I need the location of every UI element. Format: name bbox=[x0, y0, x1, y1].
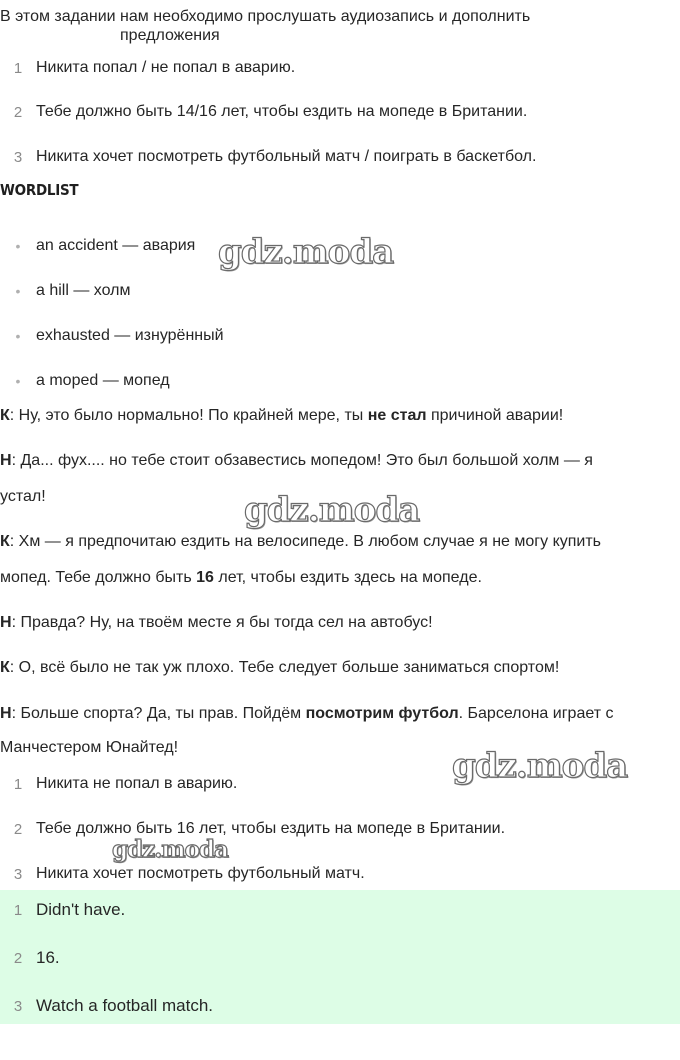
highlighted-answer: посмотрим футбол bbox=[305, 705, 459, 722]
wordlist-text: an accident — авария bbox=[36, 237, 196, 254]
answer-text: Didn't have. bbox=[36, 900, 126, 919]
watermark-logo: gdz.moda bbox=[112, 836, 228, 863]
completed-text: Никита не попал в аварию. bbox=[36, 775, 238, 792]
bullet-icon: • bbox=[15, 283, 21, 299]
question-item bbox=[0, 56, 295, 80]
dialogue-line: Н: Больше спорта? Да, ты прав. Пойдём посмотрим футбол. Барселона играет с bbox=[0, 705, 614, 722]
answer-item bbox=[0, 898, 125, 922]
completed-text: Тебе должно быть 16 лет, чтобы ездить на мопеде в Британии. bbox=[36, 820, 506, 837]
wordlist-text: exhausted — изнурённый bbox=[36, 327, 224, 344]
list-number: 2 bbox=[13, 949, 23, 967]
wordlist-item bbox=[0, 369, 170, 393]
list-number: 2 bbox=[13, 820, 23, 838]
speaker-label: Н bbox=[0, 452, 12, 469]
list-number: 3 bbox=[13, 865, 23, 883]
answer-item bbox=[0, 994, 213, 1018]
speaker-label: К bbox=[0, 407, 10, 424]
question-text: Никита хочет посмотреть футбольный матч / поиграть в баскетбол. bbox=[36, 148, 537, 165]
intro-text-clipped: предложения bbox=[120, 27, 220, 44]
list-number: 1 bbox=[13, 901, 23, 919]
completed-item bbox=[0, 817, 505, 841]
speaker-label: Н bbox=[0, 614, 12, 631]
highlighted-answer: не стал bbox=[367, 407, 427, 424]
wordlist-text: a hill — холм bbox=[36, 282, 131, 299]
list-number: 3 bbox=[13, 148, 23, 166]
speaker-label: К bbox=[0, 533, 10, 550]
bullet-icon: • bbox=[15, 373, 21, 389]
bullet-icon: • bbox=[15, 328, 21, 344]
dialogue-line: К: Хм — я предпочитаю ездить на велосипеде. В любом случае я не могу купить bbox=[0, 533, 602, 550]
list-number: 2 bbox=[13, 103, 23, 121]
question-text: Тебе должно быть 14/16 лет, чтобы ездить на мопеде в Британии. bbox=[36, 103, 528, 120]
completed-text: Никита хочет посмотреть футбольный матч. bbox=[36, 865, 365, 882]
answer-text: Watch a football match. bbox=[36, 996, 214, 1015]
completed-item bbox=[0, 772, 237, 796]
wordlist-item bbox=[0, 234, 195, 258]
speaker-label: К bbox=[0, 659, 10, 676]
completed-item bbox=[0, 862, 365, 886]
speaker-label: Н bbox=[0, 705, 12, 722]
watermark-logo: gdz.moda bbox=[452, 746, 628, 786]
wordlist-item bbox=[0, 279, 131, 303]
highlighted-answer: 16 bbox=[196, 569, 214, 586]
bullet-icon: • bbox=[15, 238, 21, 254]
question-text: Никита попал / не попал в аварию. bbox=[36, 59, 296, 76]
question-item bbox=[0, 100, 527, 124]
wordlist-text: a moped — мопед bbox=[36, 372, 170, 389]
dialogue-line: К: О, всё было не так уж плохо. Тебе следует больше заниматься спортом! bbox=[0, 659, 560, 676]
wordlist-item bbox=[0, 324, 224, 348]
watermark-logo: gdz.moda bbox=[218, 232, 394, 272]
answer-item bbox=[0, 946, 60, 970]
dialogue-line: К: Ну, это было нормально! По крайней мере, ты не стал причиной аварии! bbox=[0, 407, 564, 424]
list-number: 1 bbox=[13, 775, 23, 793]
question-item bbox=[0, 145, 536, 169]
answer-text: 16. bbox=[36, 948, 60, 967]
intro-text: В этом задании нам необходимо прослушать аудиозапись и дополнить bbox=[0, 8, 531, 25]
dialogue-line-continued: мопед. Тебе должно быть 16 лет, чтобы ездить здесь на мопеде. bbox=[0, 569, 482, 586]
watermark-logo: gdz.moda bbox=[244, 490, 420, 530]
dialogue-line-continued: Манчестером Юнайтед! bbox=[0, 739, 179, 756]
dialogue-line: Н: Правда? Ну, на твоём месте я бы тогда сел на автобус! bbox=[0, 614, 433, 631]
dialogue-line: Н: Да... фух.... но тебе стоит обзавестись мопедом! Это был большой холм — я bbox=[0, 452, 593, 469]
list-number: 1 bbox=[13, 59, 23, 77]
list-number: 3 bbox=[13, 997, 23, 1015]
dialogue-line-continued: устал! bbox=[0, 488, 46, 505]
wordlist-heading: WORDLIST bbox=[0, 181, 79, 199]
